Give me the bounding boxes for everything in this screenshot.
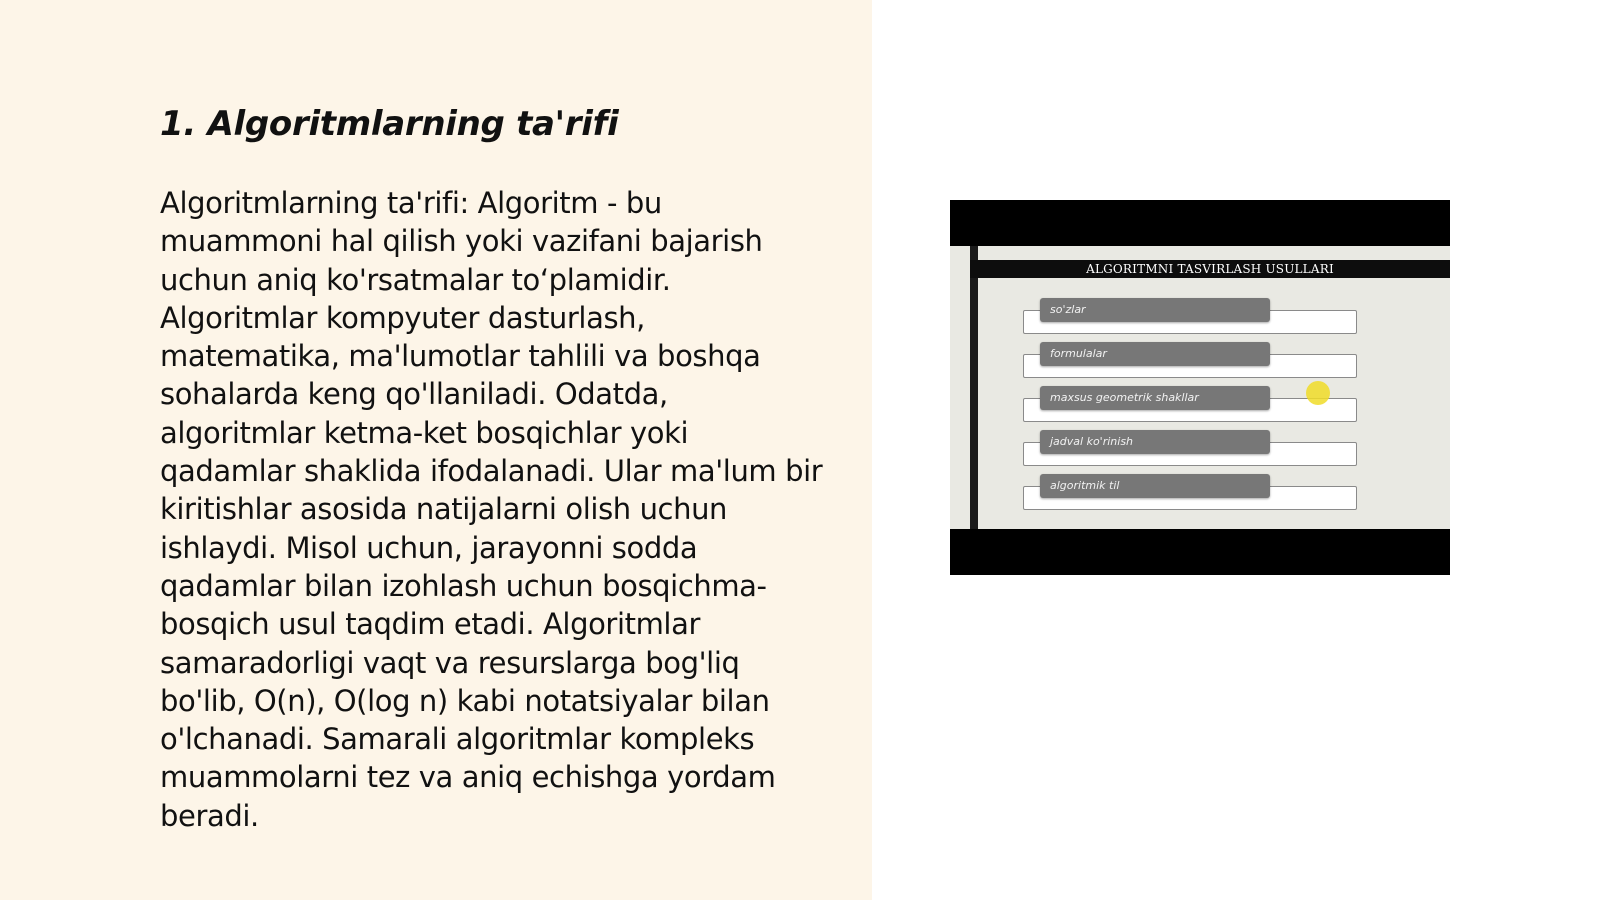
video-sidebar-bar [970, 246, 978, 529]
video-slide-header: ALGORITMNI TASVIRLASH USULLARI [970, 260, 1450, 278]
video-item-label: so'zlar [1040, 298, 1270, 322]
video-item-label: maxsus geometrik shakllar [1040, 386, 1270, 410]
slide-title: 1. Algoritmlarning ta'rifi [160, 104, 619, 144]
embedded-video[interactable] [950, 200, 1450, 575]
video-slide-screen [950, 246, 1450, 529]
video-item-label: formulalar [1040, 342, 1270, 366]
video-item-label: jadval ko'rinish [1040, 430, 1270, 454]
cursor-highlight-icon [1306, 381, 1330, 405]
slide-body-text: Algoritmlarning ta'rifi: Algoritm - bu muammoni hal qilish yoki vazifani bajarish uchun aniq ko'rsatmalar to‘plamidir. Algoritmlar kompyuter dasturlash, matematika, ma'lumotlar tahlili va boshqa sohalarda keng qo'llaniladi. Odatda, algoritmlar ketma-ket bosqichlar yoki qadamlar shaklida ifodalanadi. Ular ma'lum bir kiritishlar asosida natijalarni olish uchun ishlaydi. Misol uchun, jarayonni sodda qadamlar bilan izohlash uchun bosqichma-bosqich usul taqdim etadi. Algoritmlar samaradorligi vaqt va resurslarga bog'liq bo'lib, O(n), O(log n) kabi notatsiyalar bilan o'lchanadi. Samarali algoritmlar kompleks muammolarni tez va aniq echishga yordam beradi. [160, 186, 823, 833]
video-item-label: algoritmik til [1040, 474, 1270, 498]
